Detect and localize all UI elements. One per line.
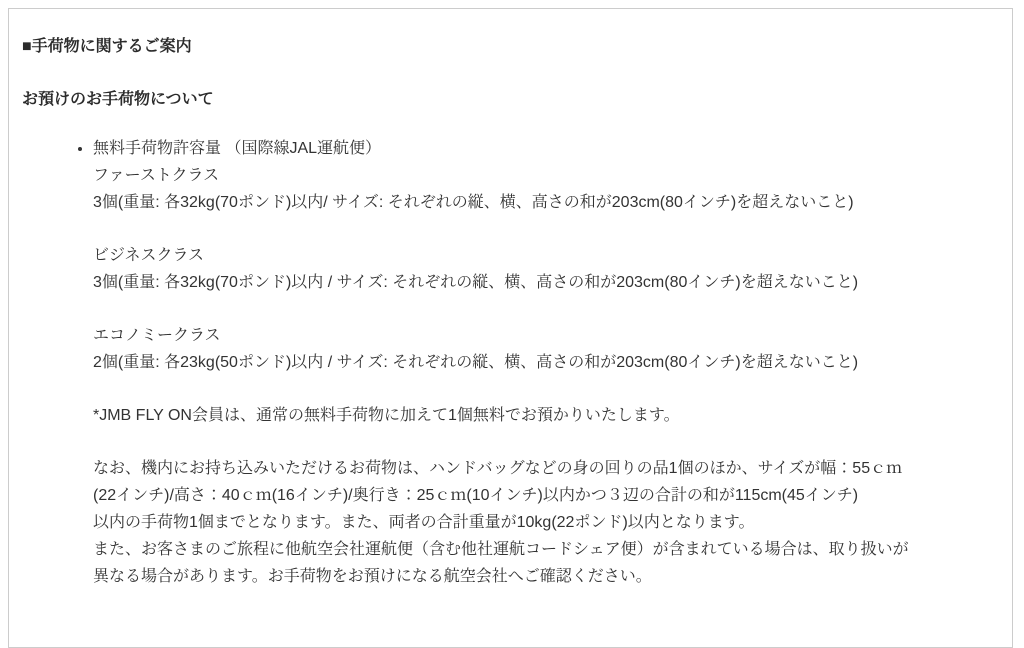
other-airline-line-2: 異なる場合があります。お手荷物をお預けになる航空会社へご確認ください。 (93, 568, 652, 585)
class-allowance-business: 3個(重量: 各32kg(70ポンド)以内 / サイズ: それぞれの縦、横、高さの和が203cm(80インチ)を超えないこと) (93, 274, 859, 291)
class-name-economy: エコノミークラス (93, 327, 221, 344)
class-block-business (93, 242, 998, 296)
class-name-business: ビジネスクラス (93, 247, 205, 264)
class-block-economy (93, 322, 998, 376)
carryon-line-3: 以内の手荷物1個までとなります。また、両者の合計重量が10kg(22ポンド)以内となります。 (93, 514, 755, 531)
allowance-block (93, 135, 998, 216)
other-airline-line-1: また、お客さまのご旅程に他航空会社運航便（含む他社運航コードシェア便）が含まれている場合は、取り扱いが (93, 541, 909, 558)
class-name-first: ファーストクラス (93, 167, 220, 184)
baggage-list (22, 135, 998, 590)
jmb-note-block (93, 402, 998, 429)
carryon-note-block (93, 455, 998, 590)
jmb-note: *JMB FLY ON会員は、通常の無料手荷物に加えて1個無料でお預かりいたします。 (93, 407, 680, 424)
section-title: ■手荷物に関するご案内 (22, 38, 192, 55)
content-panel (8, 8, 1013, 648)
allowance-heading: • 無料手荷物許容量 （国際線JAL運航便） (93, 140, 382, 157)
carryon-line-2: (22インチ)/高さ：40ｃｍ(16インチ)/奥行き：25ｃｍ(10インチ)以内かつ３辺の合計の和が115cm(45インチ) (93, 487, 859, 504)
baggage-list-item (93, 135, 998, 590)
section-subtitle: お預けのお手荷物について (22, 91, 214, 108)
carryon-line-1: なお、機内にお持ち込みいただけるお荷物は、ハンドバッグなどの身の回りの品1個のほか、サイズが幅：55ｃｍ (93, 460, 903, 477)
class-allowance-first: 3個(重量: 各32kg(70ポンド)以内/ サイズ: それぞれの縦、横、高さの和が203cm(80インチ)を超えないこと) (93, 194, 854, 211)
class-allowance-economy: 2個(重量: 各23kg(50ポンド)以内 / サイズ: それぞれの縦、横、高さの和が203cm(80インチ)を超えないこと) (93, 354, 859, 371)
